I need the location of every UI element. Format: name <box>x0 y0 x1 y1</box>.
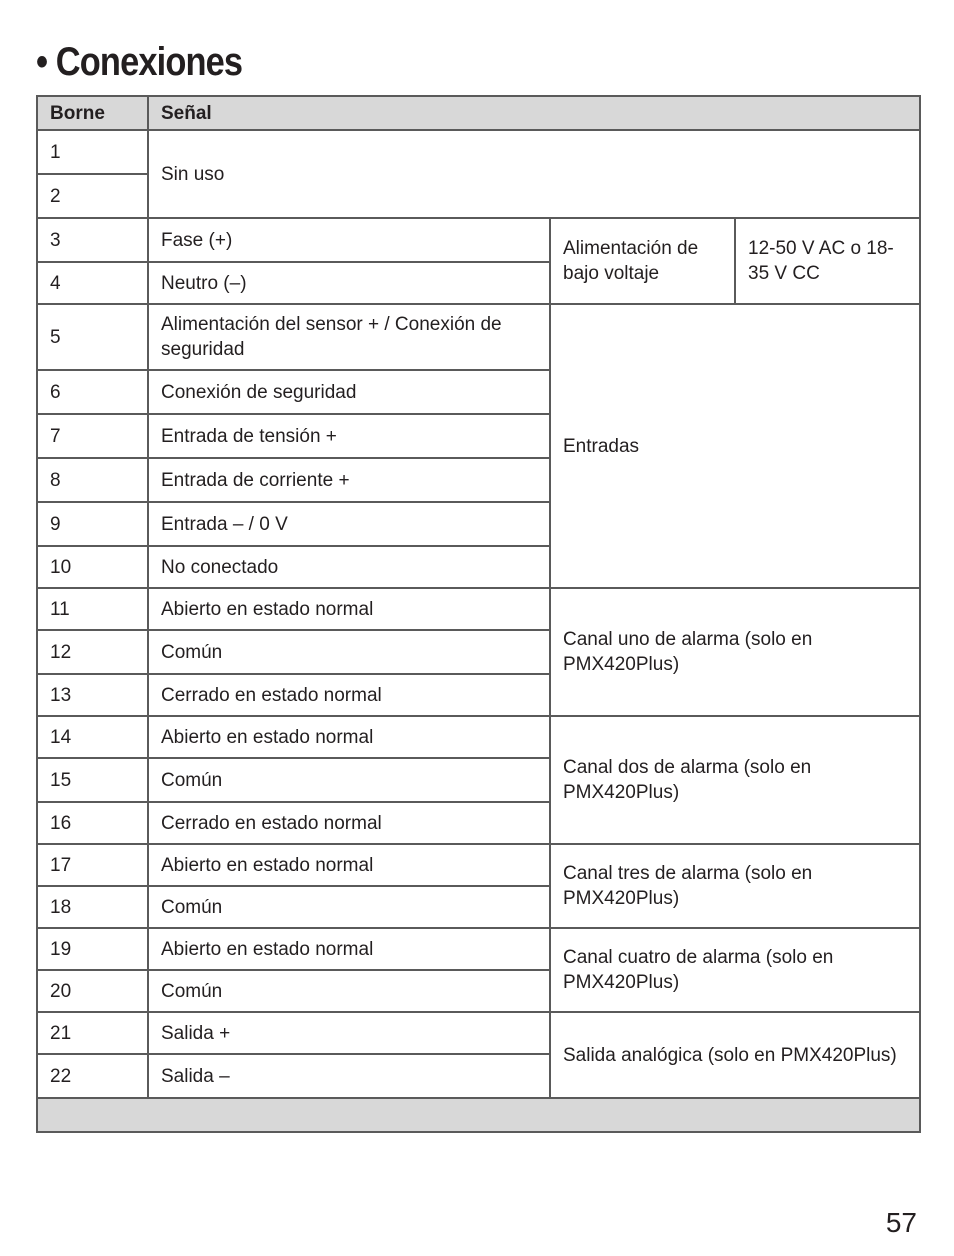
title-text: Conexiones <box>55 40 243 84</box>
terminal-cell: 17 <box>37 844 148 886</box>
terminal-cell: 3 <box>37 218 148 262</box>
signal-cell: Cerrado en estado normal <box>148 674 550 716</box>
signal-cell: Común <box>148 758 550 802</box>
signal-cell: Neutro (–) <box>148 262 550 304</box>
table-row <box>37 588 920 630</box>
table-row <box>37 844 920 886</box>
terminal-cell: 19 <box>37 928 148 970</box>
group-cell: Entradas <box>550 304 920 588</box>
signal-cell: Salida – <box>148 1054 550 1098</box>
group-cell: Alimentación de bajo voltaje <box>550 218 735 304</box>
signal-cell: Alimentación del sensor + / Conexión de seguridad <box>148 304 550 370</box>
signal-cell: Común <box>148 970 550 1012</box>
terminal-cell: 5 <box>37 304 148 370</box>
terminal-cell: 8 <box>37 458 148 502</box>
terminal-cell: 11 <box>37 588 148 630</box>
signal-cell: Abierto en estado normal <box>148 716 550 758</box>
terminal-cell: 20 <box>37 970 148 1012</box>
signal-cell: Cerrado en estado normal <box>148 802 550 844</box>
terminal-cell: 1 <box>37 130 148 174</box>
signal-cell: Común <box>148 630 550 674</box>
signal-cell: Abierto en estado normal <box>148 588 550 630</box>
page-number: 57 <box>885 1207 917 1238</box>
table-row <box>37 716 920 758</box>
connections-table <box>36 95 921 1133</box>
header-signal: Señal <box>148 96 920 130</box>
table-footer-row <box>37 1098 920 1132</box>
signal-cell: Salida + <box>148 1012 550 1054</box>
table-footer <box>37 1098 920 1132</box>
terminal-cell: 7 <box>37 414 148 458</box>
table-header-row <box>37 96 920 130</box>
signal-cell: Abierto en estado normal <box>148 928 550 970</box>
terminal-cell: 10 <box>37 546 148 588</box>
terminal-cell: 22 <box>37 1054 148 1098</box>
signal-cell: Conexión de seguridad <box>148 370 550 414</box>
signal-cell: Abierto en estado normal <box>148 844 550 886</box>
group-cell: Canal tres de alarma (solo en PMX420Plus) <box>550 844 920 928</box>
terminal-cell: 13 <box>37 674 148 716</box>
group-cell: Canal cuatro de alarma (solo en PMX420Plus) <box>550 928 920 1012</box>
group-cell: Salida analógica (solo en PMX420Plus) <box>550 1012 920 1098</box>
table-row <box>37 928 920 970</box>
signal-cell: Sin uso <box>148 130 920 218</box>
terminal-cell: 14 <box>37 716 148 758</box>
terminal-cell: 21 <box>37 1012 148 1054</box>
terminal-cell: 12 <box>37 630 148 674</box>
terminal-cell: 18 <box>37 886 148 928</box>
signal-cell: Común <box>148 886 550 928</box>
signal-cell: Entrada de tensión + <box>148 414 550 458</box>
title-bullet: • <box>36 40 48 84</box>
table-row <box>37 218 920 262</box>
terminal-cell: 6 <box>37 370 148 414</box>
group-cell: Canal dos de alarma (solo en PMX420Plus) <box>550 716 920 844</box>
page-title <box>36 40 242 85</box>
signal-cell: No conectado <box>148 546 550 588</box>
table-row <box>37 304 920 370</box>
group-cell: Canal uno de alarma (solo en PMX420Plus) <box>550 588 920 716</box>
header-terminal: Borne <box>37 96 148 130</box>
terminal-cell: 16 <box>37 802 148 844</box>
voltage-cell: 12-50 V AC o 18-35 V CC <box>735 218 920 304</box>
signal-cell: Entrada de corriente + <box>148 458 550 502</box>
terminal-cell: 4 <box>37 262 148 304</box>
signal-cell: Fase (+) <box>148 218 550 262</box>
terminal-cell: 2 <box>37 174 148 218</box>
terminal-cell: 9 <box>37 502 148 546</box>
table-row <box>37 1012 920 1054</box>
terminal-cell: 15 <box>37 758 148 802</box>
table-row <box>37 130 920 174</box>
signal-cell: Entrada – / 0 V <box>148 502 550 546</box>
